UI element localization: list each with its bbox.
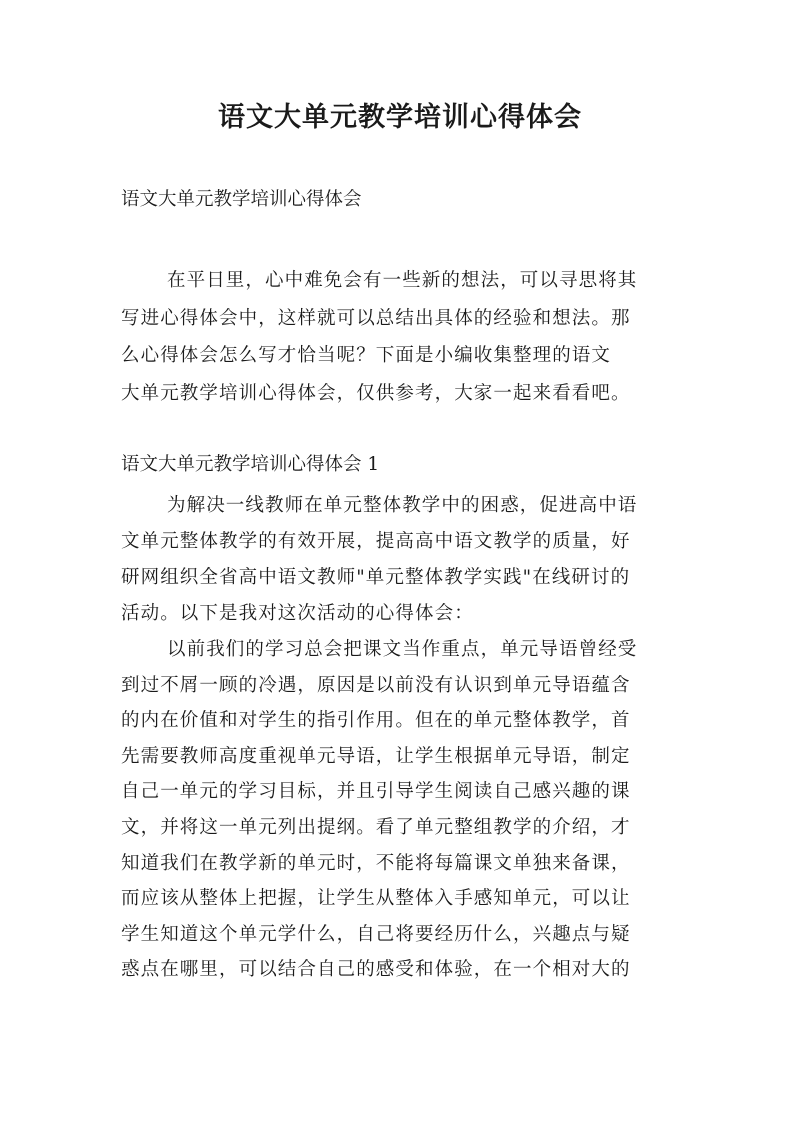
paragraph-line: 么心得体会怎么写才恰当呢？下面是小编收集整理的语文 bbox=[121, 345, 612, 366]
paragraph-line: 写进心得体会中，这样就可以总结出具体的经验和想法。那 bbox=[121, 307, 631, 329]
document-title: 语文大单元教学培训心得体会 bbox=[218, 102, 582, 133]
paragraph-line: 大单元教学培训心得体会，仅供参考，大家一起来看看吧。 bbox=[121, 382, 631, 404]
paragraph-line: 在平日里，心中难免会有一些新的想法，可以寻思将其 bbox=[167, 270, 638, 291]
paragraph-line: 而应该从整体上把握，让学生从整体入手感知单元，可以让 bbox=[121, 888, 631, 910]
paragraph-line: 为解决一线教师在单元整体教学中的困惑，促进高中语 bbox=[167, 495, 638, 516]
paragraph-line: 文单元整体教学的有效开展，提高高中语文教学的质量，好 bbox=[121, 531, 631, 552]
paragraph-line: 以前我们的学习总会把课文当作重点，单元导语曾经受 bbox=[167, 639, 638, 660]
paragraph-line: 学生知道这个单元学什么，自己将要经历什么，兴趣点与疑 bbox=[121, 923, 631, 945]
paragraph-line: 到过不屑一顾的冷遇，原因是以前没有认识到单元导语蕴含 bbox=[121, 674, 631, 696]
intro-paragraph bbox=[121, 262, 701, 412]
paragraph-line: 惑点在哪里，可以结合自己的感受和体验，在一个相对大的 bbox=[121, 959, 631, 981]
document-subtitle: 语文大单元教学培训心得体会 bbox=[121, 189, 362, 210]
paragraph-line: 的内在价值和对学生的指引作用。但在的单元整体教学，首 bbox=[121, 710, 631, 732]
paragraph-line: 知道我们在教学新的单元时，不能将每篇课文单独来备课， bbox=[121, 852, 631, 874]
body-paragraph bbox=[121, 488, 701, 632]
paragraph-line: 自己一单元的学习目标，并且引导学生阅读自己感兴趣的课 bbox=[121, 781, 631, 803]
section-heading: 语文大单元教学培训心得体会 1 bbox=[121, 454, 380, 475]
body-paragraph bbox=[121, 632, 701, 988]
paragraph-line: 文，并将这一单元列出提纲。看了单元整组教学的介绍，才 bbox=[121, 816, 631, 838]
paragraph-line: 研网组织全省高中语文教师"单元整体教学实践"在线研讨的 bbox=[121, 567, 631, 588]
paragraph-line: 先需要教师高度重视单元导语，让学生根据单元导语，制定 bbox=[121, 745, 631, 767]
paragraph-line: 活动。以下是我对这次活动的心得体会： bbox=[121, 603, 474, 624]
